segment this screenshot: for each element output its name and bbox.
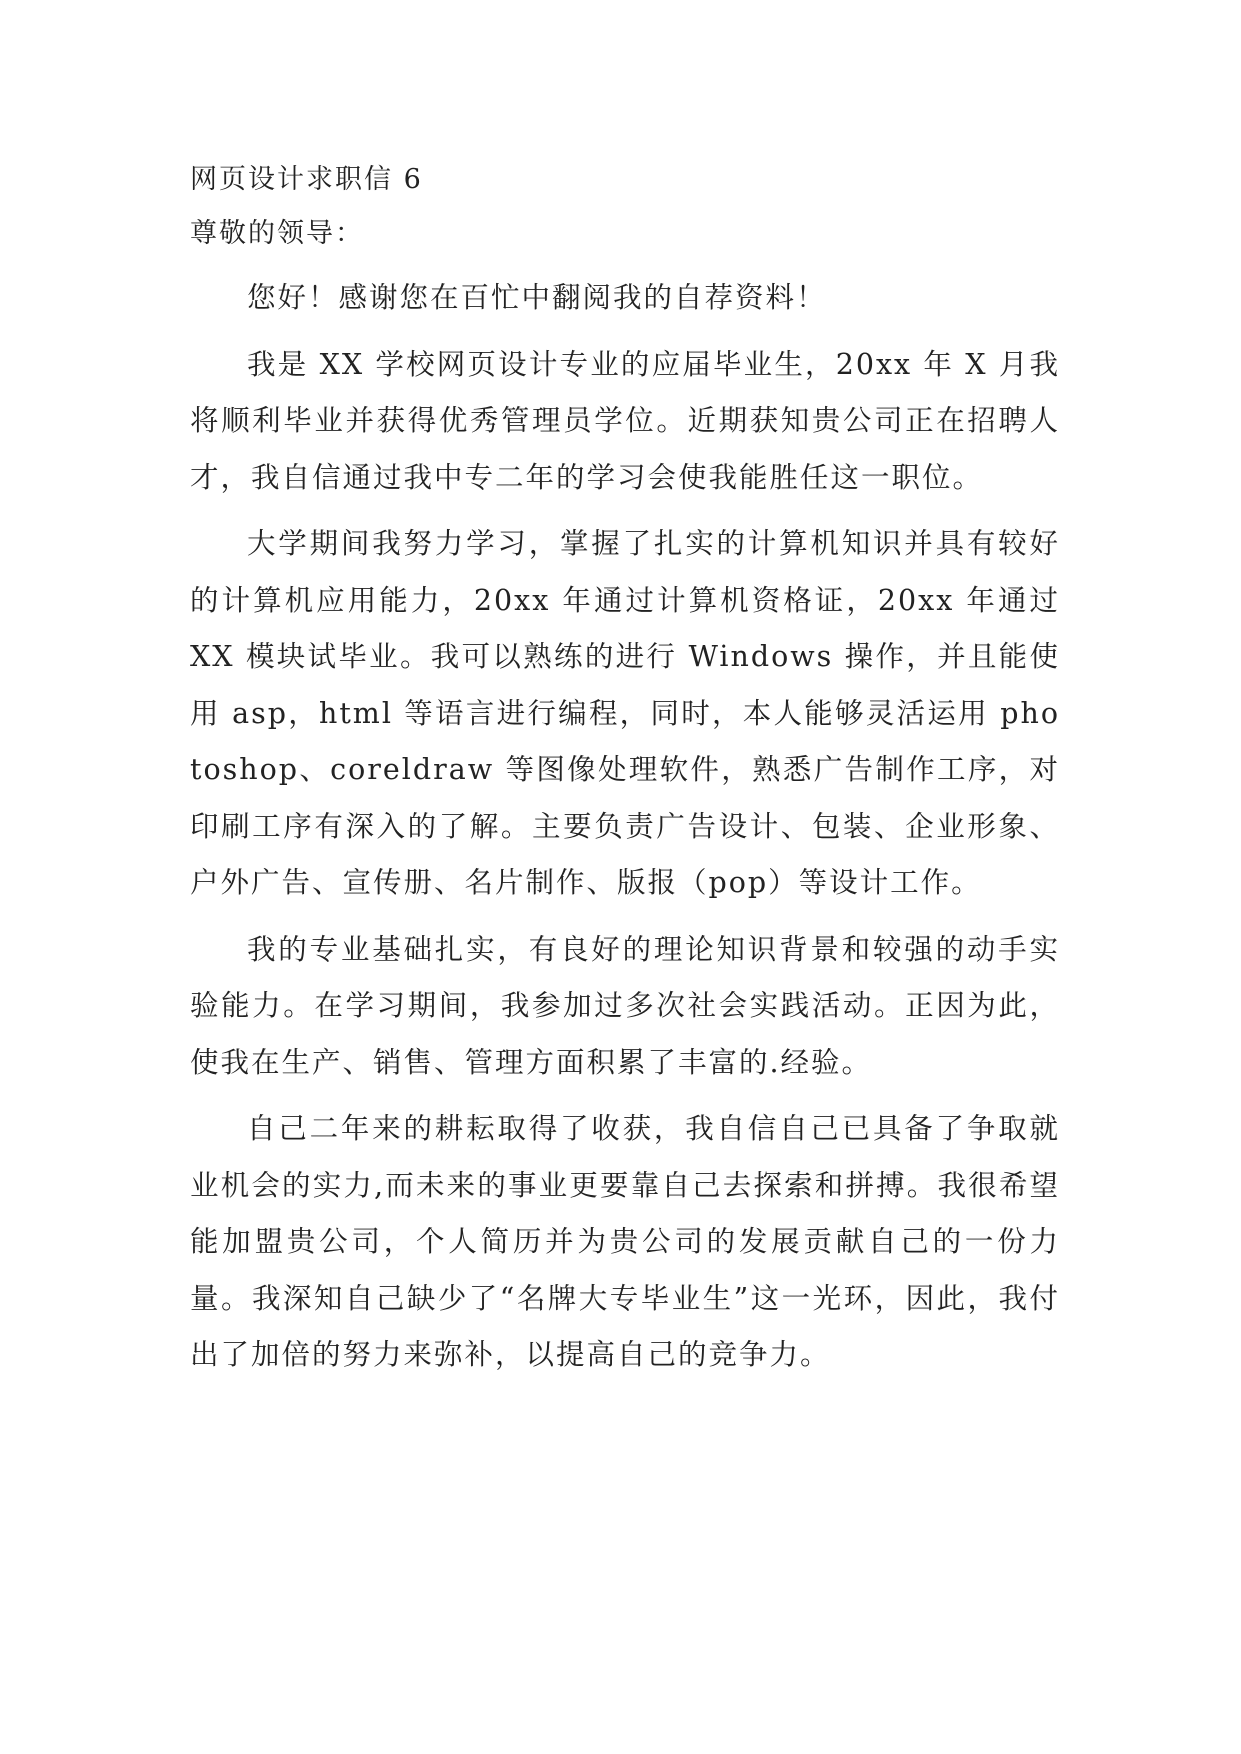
paragraph-introduction: 我是 XX 学校网页设计专业的应届毕业生，20xx 年 X 月我将顺利毕业并获得优秀管理员学位。近期获知贵公司正在招聘人才，我自信通过我中专二年的学习会使我能胜任这一职位。: [190, 347, 1060, 494]
document-title: 网页设计求职信 6: [190, 164, 423, 195]
salutation: 尊敬的领导：: [190, 218, 364, 249]
paragraph-practice: 我的专业基础扎实，有良好的理论知识背景和较强的动手实验能力。在学习期间，我参加过多次社会实践活动。正因为此，使我在生产、销售、管理方面积累了丰富的.经验。: [190, 932, 1060, 1079]
paragraph-skills: 大学期间我努力学习，掌握了扎实的计算机知识并具有较好的计算机应用能力，20xx 年通过计算机资格证，20xx 年通过 XX 模块试毕业。我可以熟练的进行 Windows 操作，并且能使用 asp，html 等语言进行编程，同时，本人能够灵活运用 photoshop、coreldraw 等图像处理软件，熟悉广告制作工序，对印刷工序有深入的了解。主要负责广告设计、包装、企业形象、户外广告、宣传册、名片制作、版报（pop）等设计工作。: [190, 527, 1060, 899]
paragraph-greeting: 您好！感谢您在百忙中翻阅我的自荐资料！: [247, 281, 827, 314]
document-page: [190, 160, 1060, 1384]
paragraph-closing: 自己二年来的耕耘取得了收获，我自信自己已具备了争取就业机会的实力,而未来的事业更要靠自己去探索和拼搏。我很希望能加盟贵公司，个人简历并为贵公司的发展贡献自己的一份力量。我深知自己缺少了“名牌大专毕业生”这一光环，因此，我付出了加倍的努力来弥补，以提高自己的竞争力。: [190, 1112, 1060, 1371]
